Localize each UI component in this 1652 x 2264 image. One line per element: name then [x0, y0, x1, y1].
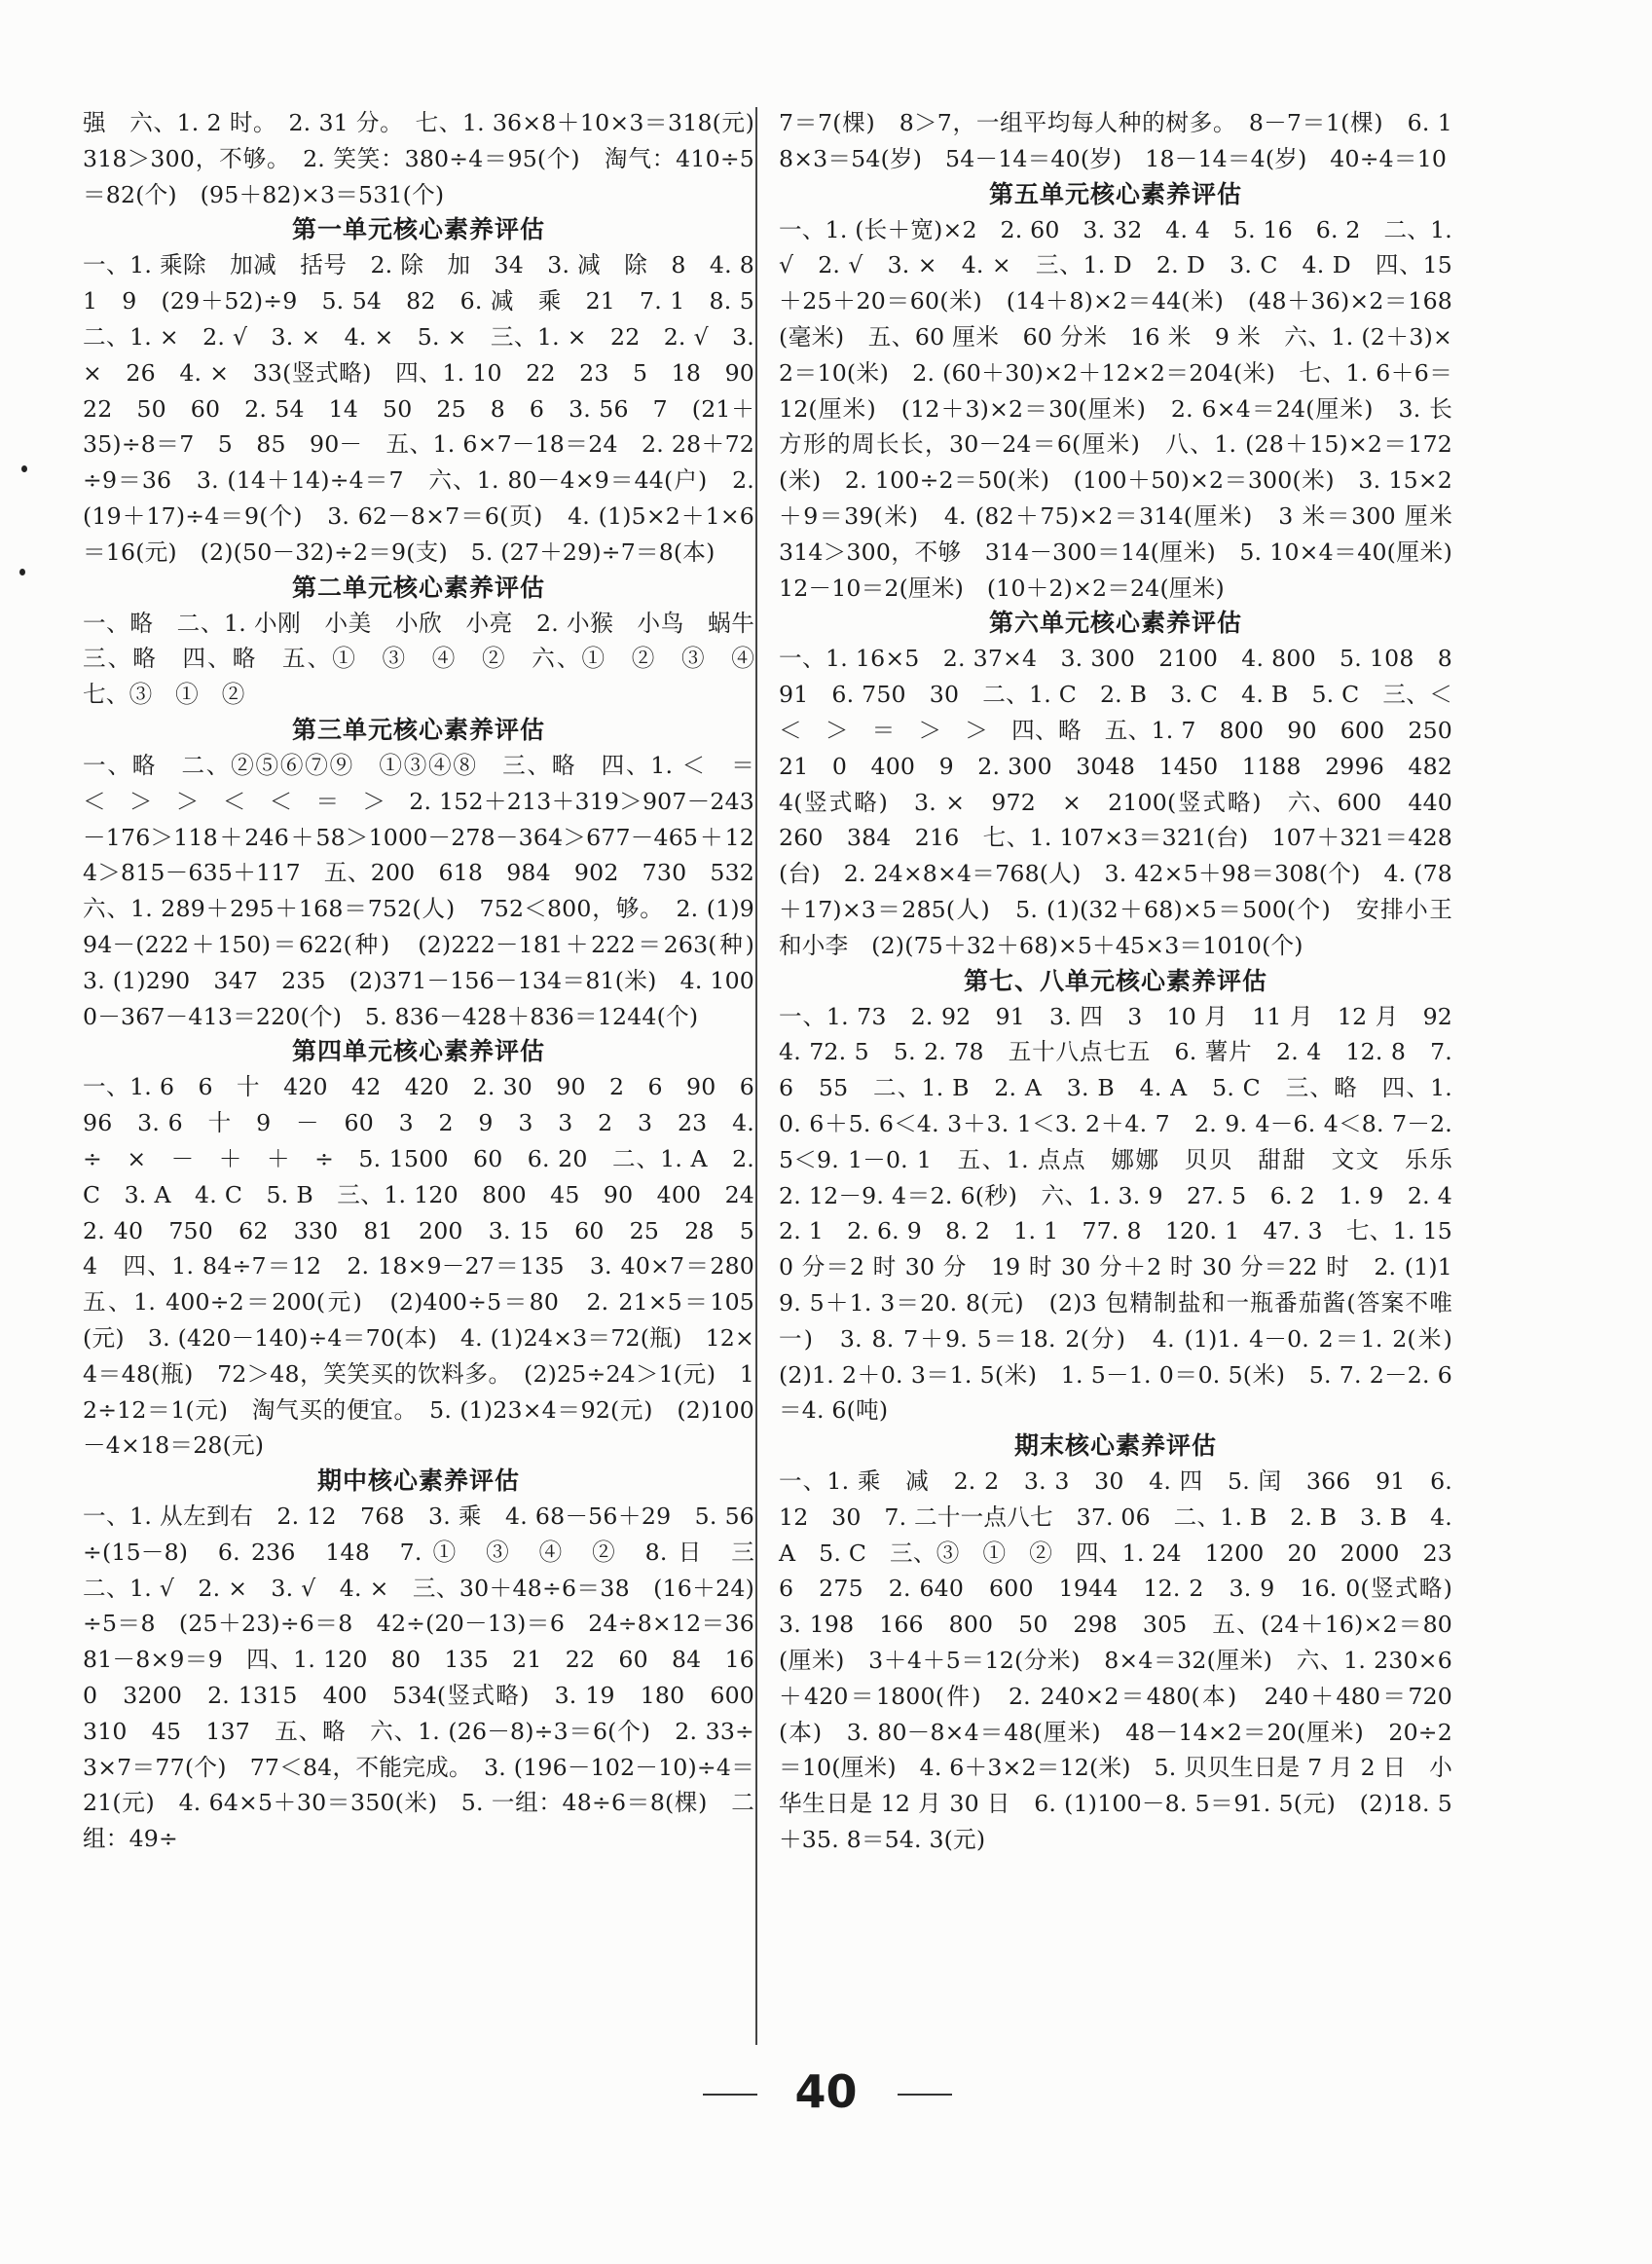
answer-block: 一、略 二、1. 小刚 小美 小欣 小亮 2. 小猴 小鸟 蜗牛 三、略 四、略 五、① ③ ④ ② 六、① ② ③ ④ 七、③ ① ② — [83, 609, 778, 709]
answer-block: 一、1. 从左到右 2. 12 768 3. 乘 4. 68－56＋29 5. 56÷(15－8) 6. 236 148 7. ① ③ ④ ② 8. 日 三 二、1. √ 2. × 3. √ 4. × 三、30＋48÷6＝38 (16＋24)÷5＝8 (25＋23)÷6＝8 42÷(20－13)＝6 24÷8×12＝36 81－8×9＝9 四、1. 120 80 135 21 22 60 84 160 3200 2. 1315 400 534(竖式略) 3. 19 180 600 310 45 137 五、略 六、1. (26－8)÷3＝6(个) 2. 33÷3×7＝77(个) 77＜84，不能完成。 3. (196－102－10)÷4＝21(元) 4. 64×5＋30＝350(米) 5. 一组：48÷6＝8(棵) 二组：49÷ — [83, 1503, 778, 1853]
answer-block: 7＝7(棵) 8＞7，一组平均每人种的树多。 8－7＝1(棵) 6. 18×3＝54(岁) 54－14＝40(岁) 18－14＝4(岁) 40÷4＝10 — [779, 109, 1452, 172]
scan-speck — [19, 569, 25, 575]
answer-block: 一、1. 16×5 2. 37×4 3. 300 2100 4. 800 5. 108 891 6. 750 30 二、1. C 2. B 3. C 4. B 5. C 三、＜ ＜ ＞ ＝ ＞ ＞ 四、略 五、1. 7 800 90 600 250 21 0 400 9 2. 300 3048 1450 1188 2996 4824(竖式略) 3. × 972 × 2100(竖式略) 六、600 440 260 384 216 七、1. 107×3＝321(台) 107＋321＝428(台) 2. 24×8×4＝768(人) 3. 42×5＋98＝308(个) 4. (78＋17)×3＝285(人) 5. (1)(32＋68)×5＝500(个) 安排小王和小李 (2)(75＋32＋68)×5＋45×3＝1010(个) — [779, 645, 1476, 959]
section-heading: 期末核心素养评估 — [1013, 1431, 1217, 1461]
answer-block: 一、1. 乘除 加减 括号 2. 除 加 34 3. 减 除 8 4. 81 9 (29＋52)÷9 5. 54 82 6. 减 乘 21 7. 1 8. 5 二、1. × 2. √ 3. × 4. × 5. × 三、1. × 22 2. √ 3. × 26 4. × 33(竖式略) 四、1. 10 22 23 5 18 90 22 50 60 2. 54 14 50 25 8 6 3. 56 7 (21＋35)÷8＝7 5 85 90－ 五、1. 6×7－18＝24 2. 28＋72÷9＝36 3. (14＋14)÷4＝7 六、1. 80－4×9＝44(户) 2. (19＋17)÷4＝9(个) 3. 62－8×7＝6(页) 4. (1)5×2＋1×6＝16(元) (2)(50－32)÷2＝9(支) 5. (27＋29)÷7＝8(本) — [83, 251, 778, 566]
section-heading: 第四单元核心素养评估 — [291, 1037, 545, 1066]
left-column — [83, 105, 778, 1857]
answer-block: 一、略 二、②⑤⑥⑦⑨ ①③④⑧ 三、略 四、1. ＜ ＝ ＜ ＞ ＞ ＜ ＜ ＝ ＞ 2. 152＋213＋319＞907－243－176＞118＋246＋58＞1000－278－364＞677－465＋124＞815－635＋117 五、200 618 984 902 730 532 六、1. 289＋295＋168＝752(人) 752＜800，够。 2. (1)994－(222＋150)＝622(种) (2)222－181＋222＝263(种) 3. (1)290 347 235 (2)371－156－134＝81(米) 4. 1000－367－413＝220(个) 5. 836－428＋836＝1244(个) — [83, 751, 778, 1030]
section-heading: 期中核心素养评估 — [316, 1466, 520, 1496]
column-divider — [755, 107, 757, 2045]
section-heading: 第三单元核心素养评估 — [291, 715, 545, 744]
answer-block: 一、1. (长＋宽)×2 2. 60 3. 32 4. 4 5. 16 6. 2 二、1. √ 2. √ 3. × 4. × 三、1. D 2. D 3. C 4. D 四、15＋25＋20＝60(米) (14＋8)×2＝44(米) (48＋36)×2＝168(毫米) 五、60 厘米 60 分米 16 米 9 米 六、1. (2＋3)×2＝10(米) 2. (60＋30)×2＋12×2＝204(米) 七、1. 6＋6＝12(厘米) (12＋3)×2＝30(厘米) 2. 6×4＝24(厘米) 3. 长方形的周长长，30－24＝6(厘米) 八、1. (28＋15)×2＝172(米) 2. 100÷2＝50(米) (100＋50)×2＝300(米) 3. 15×2＋9＝39(米) 4. (82＋75)×2＝314(厘米) 3 米＝300 厘米 314＞300，不够 314－300＝14(厘米) 5. 10×4＝40(厘米) 12－10＝2(厘米) (10＋2)×2＝24(厘米) — [779, 215, 1476, 602]
section-heading: 第一单元核心素养评估 — [291, 215, 545, 244]
scan-speck — [21, 465, 27, 472]
page-number-dash-right — [898, 2094, 952, 2096]
section-heading: 第二单元核心素养评估 — [291, 573, 545, 602]
right-column — [779, 105, 1476, 1858]
section-heading: 第七、八单元核心素养评估 — [963, 966, 1267, 995]
section-heading: 第五单元核心素养评估 — [988, 179, 1242, 208]
answer-block: 一、1. 73 2. 92 91 3. 四 3 10 月 11 月 12 月 92 4. 72. 5 5. 2. 78 五十八点七五 6. 薯片 2. 4 12. 8 7. 6 55 二、1. B 2. A 3. B 4. A 5. C 三、略 四、1. 0. 6＋5. 6＜4. 3＋3. 1＜3. 2＋4. 7 2. 9. 4－6. 4＜8. 7－2. 5＜9. 1－0. 1 五、1. 点点 娜娜 贝贝 甜甜 文文 乐乐 2. 12－9. 4＝2. 6(秒) 六、1. 3. 9 27. 5 6. 2 1. 9 2. 4 2. 1 2. 6. 9 8. 2 1. 1 77. 8 120. 1 47. 3 七、1. 150 分＝2 时 30 分 19 时 30 分＋2 时 30 分＝22 时 2. (1)19. 5＋1. 3＝20. 8(元) (2)3 包精制盐和一瓶番茄酱(答案不唯一) 3. 8. 7＋9. 5＝18. 2(分) 4. (1)1. 4－0. 2＝1. 2(米) (2)1. 2＋0. 3＝1. 5(米) 1. 5－1. 0＝0. 5(米) 5. 7. 2－2. 6＝4. 6(吨) — [779, 1002, 1476, 1425]
page-number: 40 — [794, 2065, 858, 2118]
answer-block: 强 六、1. 2 时。 2. 31 分。 七、1. 36×8＋10×3＝318(元) 318＞300，不够。 2. 笑笑：380÷4＝95(个) 淘气：410÷5＝82(个) (95＋82)×3＝531(个) — [83, 109, 778, 208]
answer-block: 一、1. 6 6 十 420 42 420 2. 30 90 2 6 90 6 96 3. 6 十 9 － 60 3 2 9 3 3 2 3 23 4. ÷ × － ＋ ＋ ÷ 5. 1500 60 6. 20 二、1. A 2. C 3. A 4. C 5. B 三、1. 120 800 45 90 400 24 2. 40 750 62 330 81 200 3. 15 60 25 28 5 4 四、1. 84÷7＝12 2. 18×9－27＝135 3. 40×7＝280 五、1. 400÷2＝200(元) (2)400÷5＝80 2. 21×5＝105(元) 3. (420－140)÷4＝70(本) 4. (1)24×3＝72(瓶) 12×4＝48(瓶) 72＞48，笑笑买的饮料多。 (2)25÷24＞1(元) 12÷12＝1(元) 淘气买的便宜。 5. (1)23×4＝92(元) (2)100－4×18＝28(元) — [83, 1073, 778, 1460]
section-heading: 第六单元核心素养评估 — [988, 609, 1242, 638]
answer-block: 一、1. 乘 减 2. 2 3. 3 30 4. 四 5. 闰 366 91 6. 12 30 7. 二十一点八七 37. 06 二、1. B 2. B 3. B 4. A 5. C 三、③ ① ② 四、1. 24 1200 20 2000 236 275 2. 640 600 1944 12. 2 3. 9 16. 0(竖式略) 3. 198 166 800 50 298 305 五、(24＋16)×2＝80(厘米) 3＋4＋5＝12(分米) 8×4＝32(厘米) 六、1. 230×6＋420＝1800(件) 2. 240×2＝480(本) 240＋480＝720(本) 3. 80－8×4＝48(厘米) 48－14×2＝20(厘米) 20÷2＝10(厘米) 4. 6＋3×2＝12(米) 5. 贝贝生日是 7 月 2 日 小华生日是 12 月 30 日 6. (1)100－8. 5＝91. 5(元) (2)18. 5＋35. 8＝54. 3(元) — [779, 1467, 1476, 1854]
